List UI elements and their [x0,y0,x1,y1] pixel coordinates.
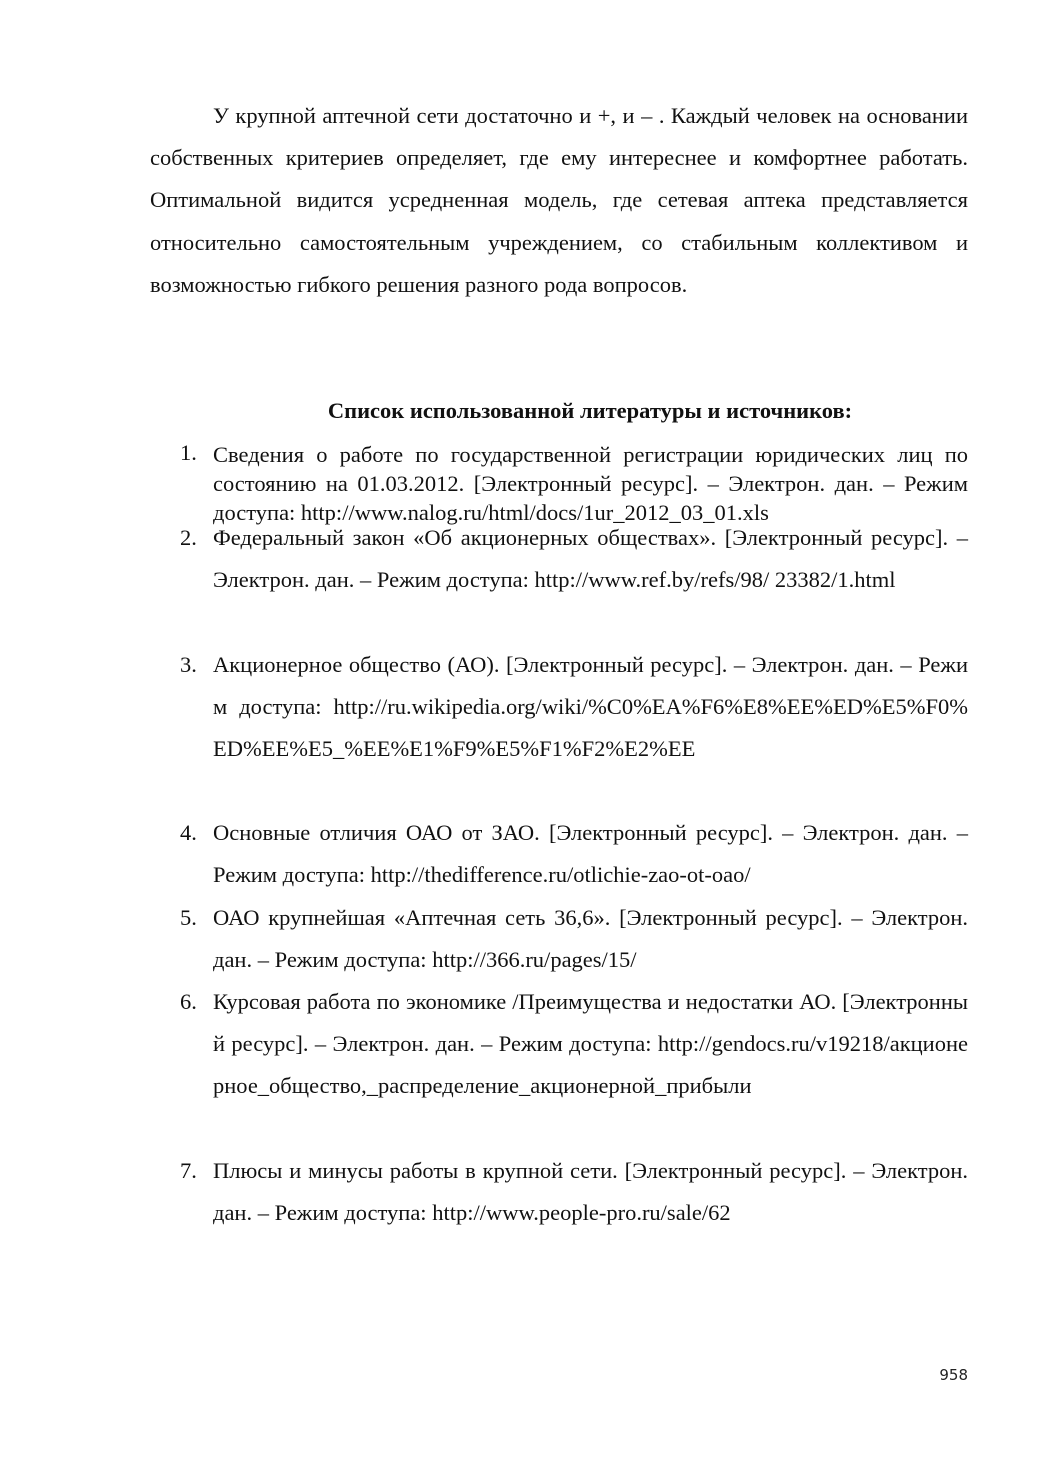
reference-number: 7. [180,1158,197,1183]
reference-number: 2. [180,525,197,550]
reference-number: 3. [180,652,197,677]
reference-text: Федеральный закон «Об акционерных обществах». [Электронный ресурс]. – Электрон. дан. – Режим доступа: http://www.ref.by/refs/98/ 23382/1.html [213,525,968,593]
reference-number: 6. [180,989,197,1014]
reference-text: ОАО крупнейшая «Аптечная сеть 36,6». [Электронный ресурс]. – Электрон. дан. – Режим доступа: http://366.ru/pages/15/ [213,905,968,973]
reference-text: Основные отличия ОАО от ЗАО. [Электронный ресурс]. – Электрон. дан. – Режим доступа: http://thedifference.ru/otlichie-zao-ot-oao/ [213,820,968,888]
reference-text: Сведения о работе по государственной регистрации юридических лиц по состоянию на 01.03.2012. [Электронный ресурс]. – Электрон. дан. – Режим доступа: http://www.nalog.ru/html/docs/1ur_2012_03_01.xls [213,442,968,525]
references-heading: Список использованной литературы и источников: [327,398,853,423]
reference-text: Акционерное общество (АО). [Электронный ресурс]. – Электрон. дан. – Режим доступа: http://ru.wikipedia.org/wiki/%C0%EA%F6%E8%EE%ED%E5%F0%ED%EE%E5_%EE%E1%F9%E5%F1%F2%E2%EE [213,652,968,762]
reference-text: Курсовая работа по экономике /Преимущества и недостатки АО. [Электронный ресурс]. – Электрон. дан. – Режим доступа: http://gendocs.ru/v19218/акционерное_общество,_распределение_акционерной_прибыли [213,989,968,1099]
intro-paragraph: У крупной аптечной сети достаточно и +, и – . Каждый человек на основании собственных критериев определяет, где ему интереснее и комфортнее работать. Оптимальной видится усредненная модель, где сетевая аптека представляется относительно самостоятельным учреждением, со стабильным коллективом и возможностью гибкого решения разного рода вопросов. [150,103,968,297]
reference-number: 4. [180,820,197,845]
reference-number: 5. [180,905,197,930]
page-number: 958 [939,1366,968,1384]
reference-number: 1. [180,440,197,465]
reference-text: Плюсы и минусы работы в крупной сети. [Электронный ресурс]. – Электрон. дан. – Режим доступа: http://www.people-pro.ru/sale/62 [213,1158,968,1226]
